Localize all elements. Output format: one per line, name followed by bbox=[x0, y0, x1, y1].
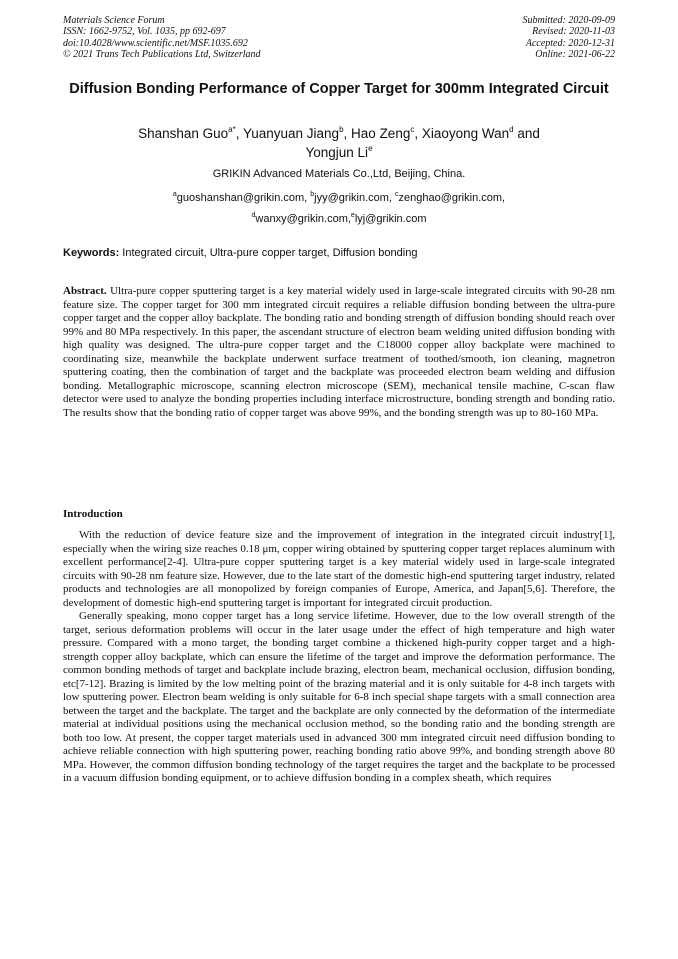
section-heading-introduction: Introduction bbox=[63, 508, 123, 520]
affiliation: GRIKIN Advanced Materials Co.,Ltd, Beijing, China. bbox=[212, 168, 466, 180]
doi-line: doi:10.4028/www.scientific.net/MSF.1035.692 bbox=[63, 37, 248, 49]
revised-date: Revised: 2020-11-03 bbox=[532, 26, 615, 38]
online-date: Online: 2021-06-22 bbox=[535, 48, 615, 60]
author-affiliation-mark: a* bbox=[228, 125, 236, 134]
keywords bbox=[63, 246, 618, 260]
author-separator: , bbox=[235, 126, 243, 141]
author-name: Shanshan Guo bbox=[138, 126, 229, 141]
email-mark: a bbox=[172, 191, 177, 198]
email-mark: c bbox=[395, 191, 399, 198]
author-separator: , bbox=[414, 126, 422, 141]
body-paragraph: With the reduction of device feature size and the improvement of integration in the integrated circuit industry[1], especially when the wiring size reaches 0.18 μm, copper wiring obtained by sputtering copper target replaces aluminum with excellent performance[2-4]. Ultra-pure copper sputtering target is a key material widely used in large-scale integrated circuits with 90-28 nm feature size. However, due to the late start of the domestic high-end sputtering target industry, related products and technologies are all monopolized by foreign companies of Europe, America, and Japan[5,6]. Therefore, the development of domestic high-end sputtering target is important for integrated circuit production. bbox=[63, 529, 615, 609]
author-name: Xiaoyong Wan bbox=[421, 126, 510, 141]
email-line-2 bbox=[60, 212, 618, 226]
email-mark: e bbox=[350, 212, 355, 219]
author-email: wanxy@grikin.com, bbox=[255, 213, 351, 225]
abstract-text: Ultra-pure copper sputtering target is a key material widely used in large-scale integrated circuits with 90-28 nm feature size. The copper target for 300 mm integrated circuit requires a reliable diffusion bonding between the ultra-pure copper target and the copper alloy backplate. The bonding ratio and bonding strength of diffusion bonding should reach over 99% and 80 MPa respectively. In this paper, the ascendant structure of electron beam welding united diffusion bonding with high quality was designed. The ultra-pure copper target and the C18000 copper alloy backplate were machined to coordinating size, meanwhile the backplate underwent surface treatment of toothed/smooth, ion cleaning, magnetron sputtering coating, then the combination of target and the backplate was proceeded electron beam welding and diffusion bonding. Metallographic microscope, scanning electron microscope (SEM), mechanical tensile machine, C-scan flaw detector were used to analyze the bonding properties including interface microstructure, bonding strength and bonding ratio. The results show that the bonding ratio of copper target was above 99%, and the bonding strength was up to 80-160 MPa. bbox=[63, 285, 615, 419]
author-affiliation-mark: b bbox=[339, 125, 344, 134]
copyright-line: © 2021 Trans Tech Publications Ltd, Switzerland bbox=[63, 48, 261, 60]
accepted-date: Accepted: 2020-12-31 bbox=[525, 37, 615, 49]
author-email: jyy@grikin.com, bbox=[314, 192, 396, 204]
keywords-text: Integrated circuit, Ultra-pure copper target, Diffusion bonding bbox=[119, 247, 418, 259]
author-affiliation-mark: c bbox=[410, 125, 415, 134]
journal-header-right bbox=[523, 15, 616, 60]
author-affiliation-mark: d bbox=[509, 125, 514, 134]
email-line-1 bbox=[60, 191, 618, 205]
submitted-date: Submitted: 2020-09-09 bbox=[522, 15, 615, 26]
abstract-paragraph bbox=[63, 285, 615, 420]
paper-title: Diffusion Bonding Performance of Copper Target for 300mm Integrated Circuit bbox=[69, 81, 609, 97]
author-email: lyj@grikin.com bbox=[354, 213, 427, 225]
author-separator: and bbox=[513, 126, 540, 141]
journal-name: Materials Science Forum bbox=[63, 15, 165, 26]
abstract-label: Abstract. bbox=[63, 285, 107, 297]
abstract bbox=[63, 285, 615, 420]
author-name: Hao Zeng bbox=[351, 126, 411, 141]
author-affiliation-mark: e bbox=[368, 144, 373, 153]
author-separator: , bbox=[343, 126, 352, 141]
author-list bbox=[60, 124, 618, 162]
introduction-body bbox=[63, 529, 615, 786]
keywords-label: Keywords: bbox=[63, 247, 120, 259]
author-email: zenghao@grikin.com, bbox=[398, 192, 506, 204]
author-name: Yuanyuan Jiang bbox=[242, 126, 340, 141]
email-mark: d bbox=[251, 212, 256, 219]
author-email: guoshanshan@grikin.com, bbox=[176, 192, 311, 204]
email-mark: b bbox=[310, 191, 315, 198]
issn-line: ISSN: 1662-9752, Vol. 1035, pp 692-697 bbox=[63, 26, 226, 38]
body-paragraph: Generally speaking, mono copper target has a long service lifetime. However, due to the low overall strength of the target, serious deformation problems will occur in the later usage under the effect of high temperature and high water pressure. Compared with a mono target, the bonding target combine a thickened high-purity copper target and a high-strength copper alloy backplate, which can ensure the lifetime of the target and improve the deformation performance. The common bonding methods of target and backplate include brazing, electron beam, mechanical occlusion, diffusion bonding, etc[7-12]. Brazing is limited by the low melting point of the brazing material and it is only suitable for 4-8 inch targets with low sputtering power. Electron beam welding is only suitable for 6-8 inch special shape targets with a small connection area between the target and the backplate. The target and the backplate are only connected by the deformation of the intermediate material at individual positions using the mechanical occlusion method, so the bonding ratio and the bonding strength are both too low. At present, the copper target materials used in advanced 300 mm integrated circuit need diffusion bonding to achieve reliable connection with high sputtering power, reaching bonding ratio above 99%, and bonding strength above 80 MPa. However, the common diffusion bonding technology of the target requires the target and the backplate to be processed in a vacuum diffusion bonding equipment, or to achieve diffusion bonding in a complex sheath, which requires bbox=[63, 610, 615, 784]
journal-header-left bbox=[63, 15, 261, 60]
author-name: Yongjun Li bbox=[305, 145, 369, 160]
